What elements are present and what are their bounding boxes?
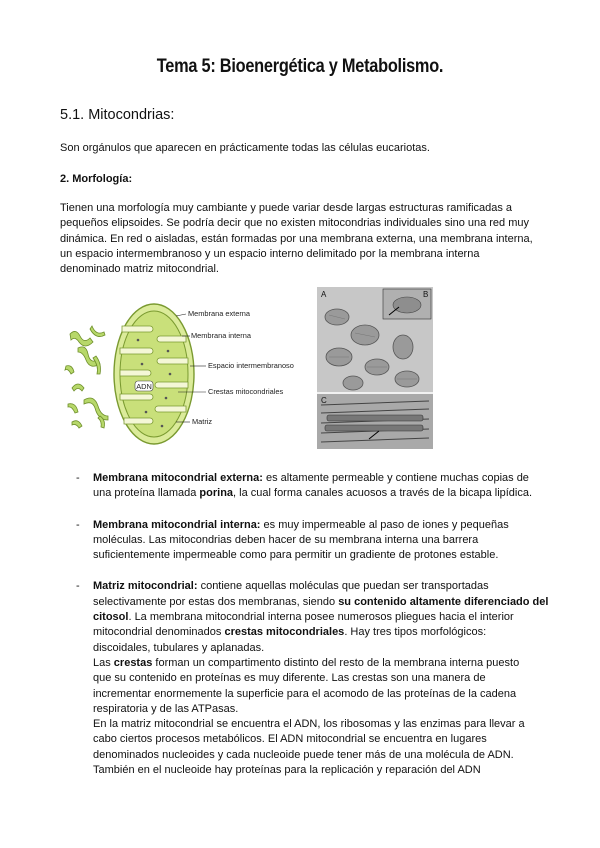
text-line: Tienen una morfología muy cambiante y puede variar desde largas estructuras ramificadas a (60, 202, 513, 214)
subheading-morfologia: 2. Morfología: (60, 173, 133, 185)
label-adn: ADN (136, 382, 152, 391)
list-item-outer-membrane: - Membrana mitocondrial externa: es altamente permeable y contiene muchas copias de una proteína llamada porina, la cual forma canales acuosos a través de la bicapa lipídica. (76, 472, 533, 500)
bullet-dash: - (76, 472, 80, 484)
term: Membrana mitocondrial externa: (93, 472, 263, 484)
text-line: pequeños elipsoides. Se podría decir que no existen mitocondrias individuales sino una red muy (60, 217, 530, 230)
panel-label-c: C (321, 396, 327, 405)
mitochondrion-illustration (114, 304, 194, 444)
section-heading: 5.1. Mitocondrias: (60, 107, 175, 123)
panel-label-a: A (321, 290, 327, 299)
text-line: dinámica. En red o aisladas, están formadas por una membrana externa, una membrana interna, (60, 232, 533, 245)
electron-micrograph (317, 287, 433, 449)
label-membrana-externa: Membrana externa (188, 309, 251, 318)
page-title: Tema 5: Bioenergética y Metabolismo. (156, 56, 444, 77)
morphology-paragraph (60, 201, 533, 277)
term: Membrana mitocondrial interna: (93, 518, 261, 531)
bullet-dash: - (76, 518, 80, 531)
spacer (76, 502, 556, 518)
panel-label-b: B (423, 290, 429, 299)
list-item-matrix: - Matriz mitocondrial: contiene aquellas moléculas que puedan ser transportadas selectivamente por estas dos membranas, siendo su contenido altamente diferenciado del citosol. La membrana mitocondrial interna posee numerosos pliegues hacia el interior mitocondrial denominados crestas mitocondriales. Hay tres tipos morfológicos: discoidales, tubulares y aplanadas. Las crestas forman un compartimento distinto del resto de la membrana interna puesto que su contenido en proteínas es muy diferente. Las crestas son una manera de incrementar enormemente la superficie para el acomodo de las proteínas de la cadena respiratoria y de las ATPasas. En la matriz mitocondrial se encuentra el ADN, los ribosomas y las enzimas para llevar a cabo ciertos procesos metabólicos. El ADN mitocondrial se encuentra en lugares denominados nucleoides y cada nucleoide puede tener más de una molécula de ADN. También en el nucleoide hay proteínas para la replicación y reparación del ADN (76, 580, 549, 777)
label-crestas-mitocondriales: Crestas mitocondriales (208, 387, 284, 396)
bullet-dash: - (76, 580, 80, 593)
text-line: un espacio intermembranoso y un espacio interno delimitado por la membrana interna (60, 247, 480, 260)
membrane-list (76, 471, 556, 778)
list-item-inner-membrane: - Membrana mitocondrial interna: es muy impermeable al paso de iones y pequeñas moléculas. Las mitocondrias deben hacer de su membrana interna una barrera suficientemente impermeable como para permitir un gradiente de protones estable. (76, 518, 509, 562)
mitochondrial-network-illustration (65, 326, 108, 428)
mitochondrion-diagram (58, 296, 310, 446)
label-matriz: Matriz (192, 417, 213, 426)
text-line: denominado matriz mitocondrial. (60, 263, 219, 276)
term: Matriz mitocondrial: (93, 580, 198, 593)
spacer (76, 563, 556, 579)
intro-paragraph: Son orgánulos que aparecen en prácticamente todas las células eucariotas. (60, 142, 430, 154)
label-membrana-interna: Membrana interna (191, 331, 251, 340)
label-espacio-intermembranoso: Espacio intermembranoso (208, 361, 294, 370)
